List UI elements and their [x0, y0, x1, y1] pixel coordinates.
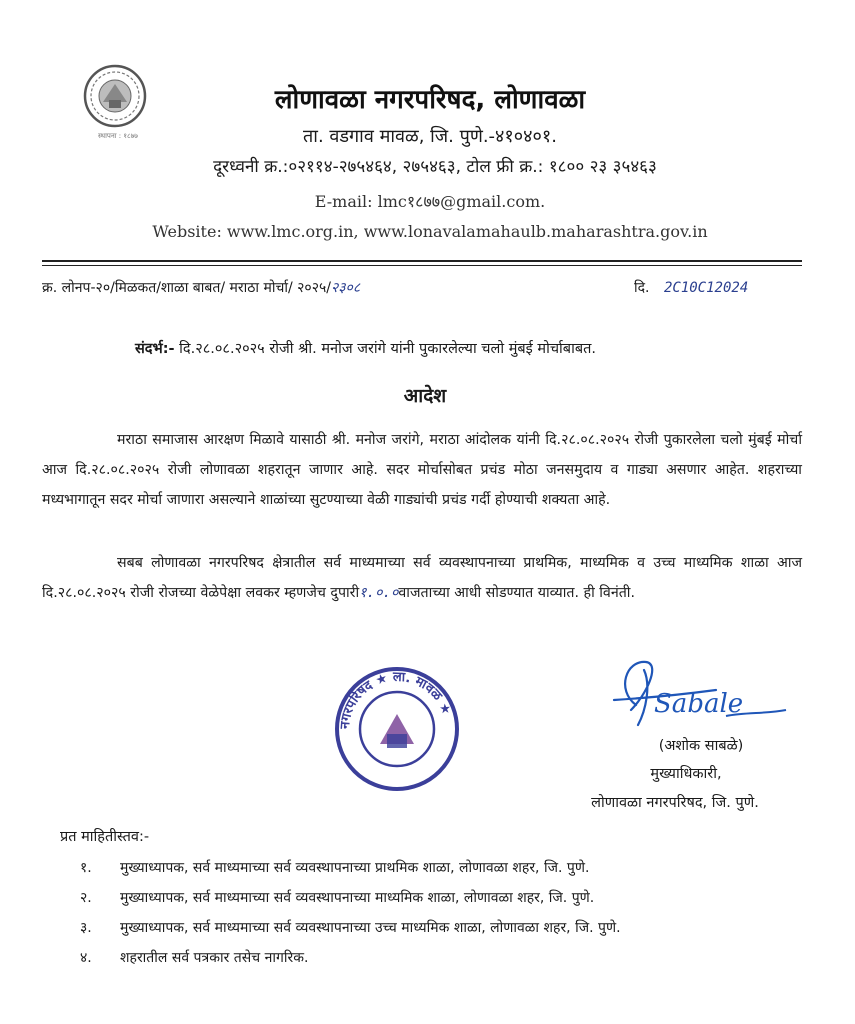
- reference-handwritten-number: २३०८: [330, 280, 361, 296]
- reference-text: क्र. लोनप-२०/मिळकत/शाळा बाबत/ मराठा मोर्चा/ २०२५/: [42, 280, 331, 296]
- signatory-designation: मुख्याधिकारी,: [650, 766, 722, 782]
- municipal-emblem-icon: [83, 64, 147, 128]
- org-phone: दूरध्वनी क्र.:०२११४-२७५४६४, २७५४६३, टोल फ्री क्र.: १८०० २३ ३५४६३: [213, 157, 657, 177]
- para2-handwritten-time: १.०.०: [359, 585, 399, 601]
- list-item: [80, 882, 800, 912]
- list-item-text: मुख्याध्यापक, सर्व माध्यमाच्या सर्व व्यवस्थापनाच्या माध्यमिक शाळा, लोणावळा शहर, जि. पुणे.: [120, 889, 595, 906]
- document-date: [634, 278, 748, 297]
- org-address: ता. वडगाव मावळ, जि. पुणे.-४१०४०१.: [303, 126, 557, 147]
- signature-scribble: [606, 650, 796, 735]
- official-seal-stamp: [332, 664, 462, 794]
- list-item: [80, 912, 800, 942]
- list-item-number: ४.: [80, 949, 92, 966]
- order-heading: आदेश: [403, 385, 447, 407]
- header-divider-thin: [42, 265, 802, 266]
- list-item-text: शहरातील सर्व पत्रकार तसेच नागरिक.: [120, 949, 309, 966]
- reference-number: [42, 278, 360, 297]
- copy-to-label: प्रत माहितीस्तव:-: [60, 829, 150, 845]
- org-email: E-mail: lmc१८७७@gmail.com.: [314, 192, 546, 211]
- list-item: [80, 942, 800, 972]
- subject-line: [135, 338, 835, 358]
- para2-text-after: वाजताच्या आधी सोडण्यात याव्यात. ही विनंती.: [398, 585, 635, 601]
- list-item-number: ३.: [80, 919, 92, 936]
- list-item-number: १.: [80, 859, 92, 876]
- list-item-number: २.: [80, 889, 92, 906]
- signatory-name: (अशोक साबळे): [658, 738, 744, 754]
- body-paragraph-2: [42, 548, 802, 608]
- list-item-text: मुख्याध्यापक, सर्व माध्यमाच्या सर्व व्यवस्थापनाच्या उच्च माध्यमिक शाळा, लोणावळा शहर, जि. पुणे.: [120, 919, 621, 936]
- copy-to-list: [80, 852, 800, 972]
- org-name: लोणावळा नगरपरिषद, लोणावळा: [274, 85, 586, 115]
- subject-label: संदर्भ:-: [135, 341, 175, 357]
- org-website: Website: www.lmc.org.in, www.lonavalamahaulb.maharashtra.gov.in: [152, 222, 708, 241]
- logo-caption: स्थापना : १८७७: [98, 132, 138, 140]
- list-item-text: मुख्याध्यापक, सर्व माध्यमाच्या सर्व व्यवस्थापनाच्या प्राथमिक शाळा, लोणावळा शहर, जि. पुणे.: [120, 859, 590, 876]
- signatory-organization: लोणावळा नगरपरिषद, जि. पुणे.: [591, 795, 759, 811]
- list-item: [80, 852, 800, 882]
- date-label: दि.: [634, 280, 650, 296]
- subject-text: दि.२८.०८.२०२५ रोजी श्री. मनोज जरांगे यांनी पुकारलेल्या चलो मुंबई मोर्चाबाबत.: [179, 341, 596, 357]
- seal-ring-text: नगरपरिषद ★ ला. मावळ ★: [337, 669, 454, 730]
- header-divider: [42, 260, 802, 262]
- body-paragraph-1: मराठा समाजास आरक्षण मिळावे यासाठी श्री. मनोज जरांगे, मराठा आंदोलक यांनी दि.२८.०८.२०२५ रोजी पुकारलेला चलो मुंबई मोर्चा आज दि.२८.०८.२०२५ रोजी लोणावळा शहरातून जाणार आहे. सदर मोर्चासोबत प्रचंड मोठा जनसमुदाय व गाड्या असणार आहेत. शहराच्या मध्यभागातून सदर मोर्चा जाणारा असल्याने शाळांच्या सुटण्याच्या वेळी गाड्यांची प्रचंड गर्दी होण्याची शक्यता आहे.: [42, 432, 802, 508]
- date-handwritten: 2C10C12024: [663, 280, 749, 296]
- para2-text-before: सबब लोणावळा नगरपरिषद क्षेत्रातील सर्व माध्यमाच्या सर्व व्यवस्थापनाच्या प्राथमिक, माध्यमिक व उच्च माध्यमिक शाळा आज दि.२८.०८.२०२५ रोजी रोजच्या वेळेपेक्षा लवकर म्हणजेच दुपारी: [42, 555, 803, 601]
- signature-text: Sabale: [654, 689, 744, 719]
